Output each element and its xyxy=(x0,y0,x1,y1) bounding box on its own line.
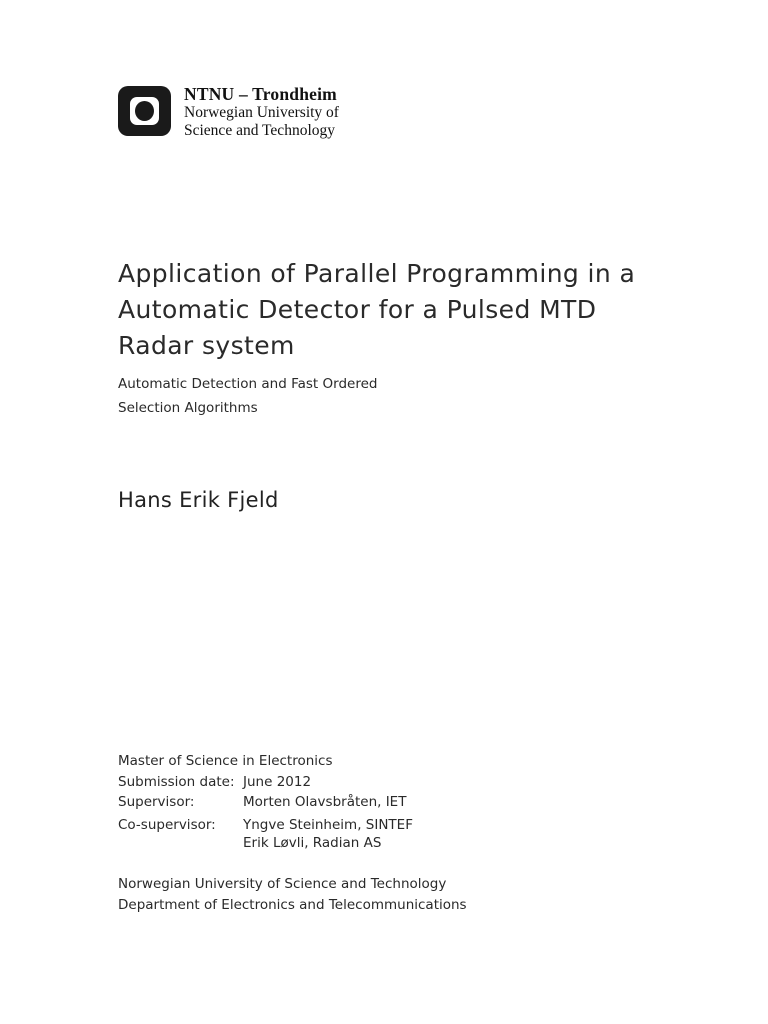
cosupervisor-label: Co-supervisor: xyxy=(118,816,216,833)
logo-circle xyxy=(135,101,154,121)
institution-block xyxy=(184,84,339,140)
logo-inner-square xyxy=(130,97,159,125)
subtitle-line-1: Automatic Detection and Fast Ordered xyxy=(118,376,378,392)
cosupervisor-row xyxy=(118,813,413,852)
thesis-metadata xyxy=(118,751,413,852)
footer-university: Norwegian University of Science and Technology xyxy=(118,876,447,892)
thesis-subtitle xyxy=(118,372,377,420)
submission-date: June 2012 xyxy=(243,773,312,790)
submission-row xyxy=(118,772,413,793)
cosupervisor-name-2: Erik Løvli, Radian AS xyxy=(243,834,382,851)
supervisor-label: Supervisor: xyxy=(118,794,195,810)
footer-affiliation xyxy=(118,874,467,915)
cosupervisor-names xyxy=(243,813,413,852)
submission-label: Submission date: xyxy=(118,773,235,790)
ntnu-logo xyxy=(118,86,171,136)
degree-row xyxy=(118,751,413,772)
subtitle-line-2: Selection Algorithms xyxy=(118,400,258,416)
institution-line-1: Norwegian University of xyxy=(184,104,339,121)
institution-name: NTNU – Trondheim xyxy=(184,84,337,104)
institution-line-2: Science and Technology xyxy=(184,122,335,139)
thesis-title: Application of Parallel Programming in a Automatic Detector for a Pulsed MTD Radar system xyxy=(118,259,636,360)
supervisor-name: Morten Olavsbråten, IET xyxy=(243,794,407,810)
supervisor-row xyxy=(118,792,413,813)
footer-department: Department of Electronics and Telecommunications xyxy=(118,896,467,913)
degree: Master of Science in Electronics xyxy=(118,753,333,769)
author-name: Hans Erik Fjeld xyxy=(118,488,279,512)
cosupervisor-name-1: Yngve Steinheim, SINTEF xyxy=(243,816,413,833)
